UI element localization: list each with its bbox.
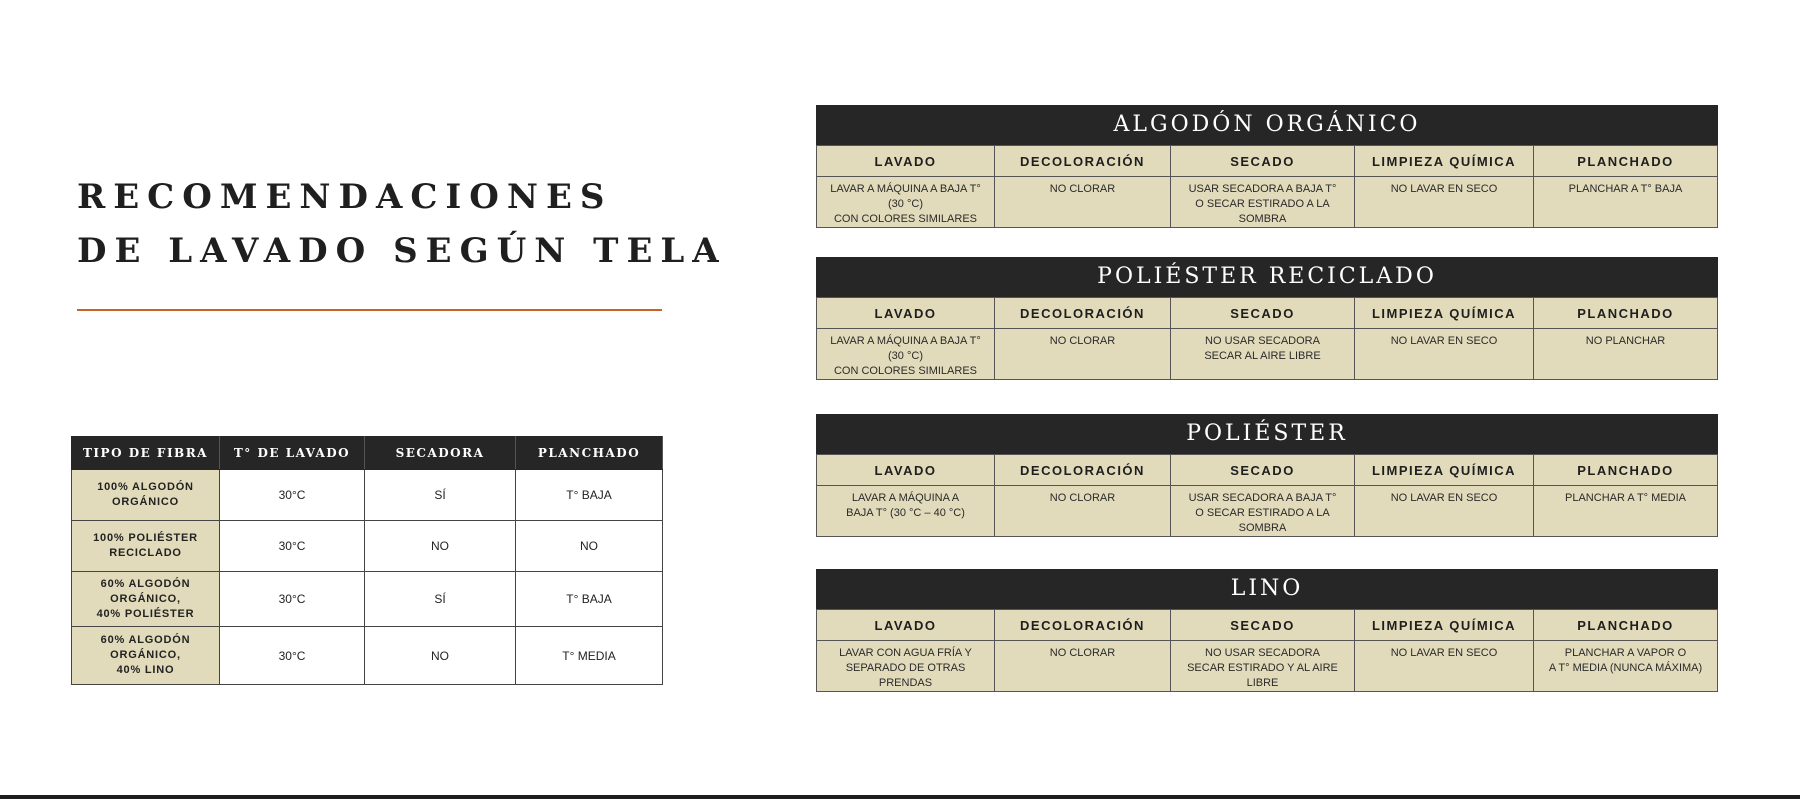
card-value-row <box>817 329 1718 380</box>
page-title-line-2: DE LAVADO SEGÚN TELA <box>77 231 727 271</box>
card-header-row <box>817 298 1718 329</box>
temp-cell: 30°C <box>220 470 365 521</box>
value-decoloracion: NO CLORAR <box>995 641 1171 692</box>
col-decoloracion: DECOLORACIÓN <box>995 455 1171 486</box>
card-lino <box>816 569 1718 692</box>
value-limpieza-quimica: NO LAVAR EN SECO <box>1355 486 1534 537</box>
summary-header-dryer: SECADORA <box>365 437 516 470</box>
value-lavado: LAVAR A MÁQUINA A BAJA T° (30 °C) CON COLORES SIMILARES <box>817 329 995 380</box>
card-title: ALGODÓN ORGÁNICO <box>816 105 1718 145</box>
card-value-row <box>817 641 1718 692</box>
table-row <box>72 627 663 685</box>
card-poliester-reciclado <box>816 257 1718 380</box>
value-decoloracion: NO CLORAR <box>995 329 1171 380</box>
card-header-row <box>817 455 1718 486</box>
col-lavado: LAVADO <box>817 455 995 486</box>
col-limpieza-quimica: LIMPIEZA QUÍMICA <box>1355 455 1534 486</box>
value-lavado: LAVAR A MÁQUINA A BAJA T° (30 °C – 40 °C) <box>817 486 995 537</box>
page-title <box>77 170 727 278</box>
card-poliester <box>816 414 1718 537</box>
col-secado: SECADO <box>1171 455 1355 486</box>
col-decoloracion: DECOLORACIÓN <box>995 146 1171 177</box>
card-title: POLIÉSTER RECICLADO <box>816 257 1718 297</box>
summary-header-row <box>72 437 663 470</box>
iron-cell: NO <box>516 521 663 572</box>
dryer-cell: SÍ <box>365 470 516 521</box>
card-value-row <box>817 486 1718 537</box>
col-planchado: PLANCHADO <box>1534 455 1718 486</box>
iron-cell: T° MEDIA <box>516 627 663 685</box>
col-secado: SECADO <box>1171 610 1355 641</box>
card-algodon-organico <box>816 105 1718 228</box>
col-decoloracion: DECOLORACIÓN <box>995 298 1171 329</box>
value-secado: NO USAR SECADORA SECAR ESTIRADO Y AL AIRE LIBRE <box>1171 641 1355 692</box>
bottom-edge-divider <box>0 795 1800 799</box>
col-limpieza-quimica: LIMPIEZA QUÍMICA <box>1355 298 1534 329</box>
table-row <box>72 470 663 521</box>
card-header-row <box>817 146 1718 177</box>
summary-header-temp: T° DE LAVADO <box>220 437 365 470</box>
card-care-table <box>816 297 1718 380</box>
fiber-cell: 60% ALGODÓN ORGÁNICO, 40% LINO <box>72 627 220 685</box>
card-header-row <box>817 610 1718 641</box>
col-lavado: LAVADO <box>817 298 995 329</box>
col-limpieza-quimica: LIMPIEZA QUÍMICA <box>1355 610 1534 641</box>
fiber-summary-table <box>71 436 663 685</box>
page-title-line-1: RECOMENDACIONES <box>77 177 613 217</box>
col-limpieza-quimica: LIMPIEZA QUÍMICA <box>1355 146 1534 177</box>
summary-header-fiber: TIPO DE FIBRA <box>72 437 220 470</box>
value-limpieza-quimica: NO LAVAR EN SECO <box>1355 329 1534 380</box>
table-row <box>72 572 663 627</box>
temp-cell: 30°C <box>220 572 365 627</box>
dryer-cell: SÍ <box>365 572 516 627</box>
value-planchado: PLANCHAR A T° MEDIA <box>1534 486 1718 537</box>
title-divider <box>77 309 662 311</box>
col-lavado: LAVADO <box>817 610 995 641</box>
dryer-cell: NO <box>365 521 516 572</box>
value-lavado: LAVAR A MÁQUINA A BAJA T° (30 °C) CON COLORES SIMILARES <box>817 177 995 228</box>
temp-cell: 30°C <box>220 627 365 685</box>
dryer-cell: NO <box>365 627 516 685</box>
fiber-cell: 100% POLIÉSTER RECICLADO <box>72 521 220 572</box>
iron-cell: T° BAJA <box>516 572 663 627</box>
value-secado: USAR SECADORA A BAJA T° O SECAR ESTIRADO A LA SOMBRA <box>1171 177 1355 228</box>
table-row <box>72 521 663 572</box>
card-care-table <box>816 145 1718 228</box>
value-secado: NO USAR SECADORA SECAR AL AIRE LIBRE <box>1171 329 1355 380</box>
value-planchado: PLANCHAR A T° BAJA <box>1534 177 1718 228</box>
value-planchado: PLANCHAR A VAPOR O A T° MEDIA (NUNCA MÁXIMA) <box>1534 641 1718 692</box>
iron-cell: T° BAJA <box>516 470 663 521</box>
fiber-cell: 60% ALGODÓN ORGÁNICO, 40% POLIÉSTER <box>72 572 220 627</box>
summary-header-iron: PLANCHADO <box>516 437 663 470</box>
value-lavado: LAVAR CON AGUA FRÍA Y SEPARADO DE OTRAS PRENDAS <box>817 641 995 692</box>
col-planchado: PLANCHADO <box>1534 298 1718 329</box>
temp-cell: 30°C <box>220 521 365 572</box>
value-planchado: NO PLANCHAR <box>1534 329 1718 380</box>
card-value-row <box>817 177 1718 228</box>
col-secado: SECADO <box>1171 298 1355 329</box>
card-title: LINO <box>816 569 1718 609</box>
value-limpieza-quimica: NO LAVAR EN SECO <box>1355 641 1534 692</box>
col-planchado: PLANCHADO <box>1534 610 1718 641</box>
card-care-table <box>816 454 1718 537</box>
card-title: POLIÉSTER <box>816 414 1718 454</box>
col-planchado: PLANCHADO <box>1534 146 1718 177</box>
fiber-cell: 100% ALGODÓN ORGÁNICO <box>72 470 220 521</box>
value-limpieza-quimica: NO LAVAR EN SECO <box>1355 177 1534 228</box>
col-secado: SECADO <box>1171 146 1355 177</box>
value-decoloracion: NO CLORAR <box>995 486 1171 537</box>
value-secado: USAR SECADORA A BAJA T° O SECAR ESTIRADO A LA SOMBRA <box>1171 486 1355 537</box>
card-care-table <box>816 609 1718 692</box>
col-decoloracion: DECOLORACIÓN <box>995 610 1171 641</box>
col-lavado: LAVADO <box>817 146 995 177</box>
value-decoloracion: NO CLORAR <box>995 177 1171 228</box>
